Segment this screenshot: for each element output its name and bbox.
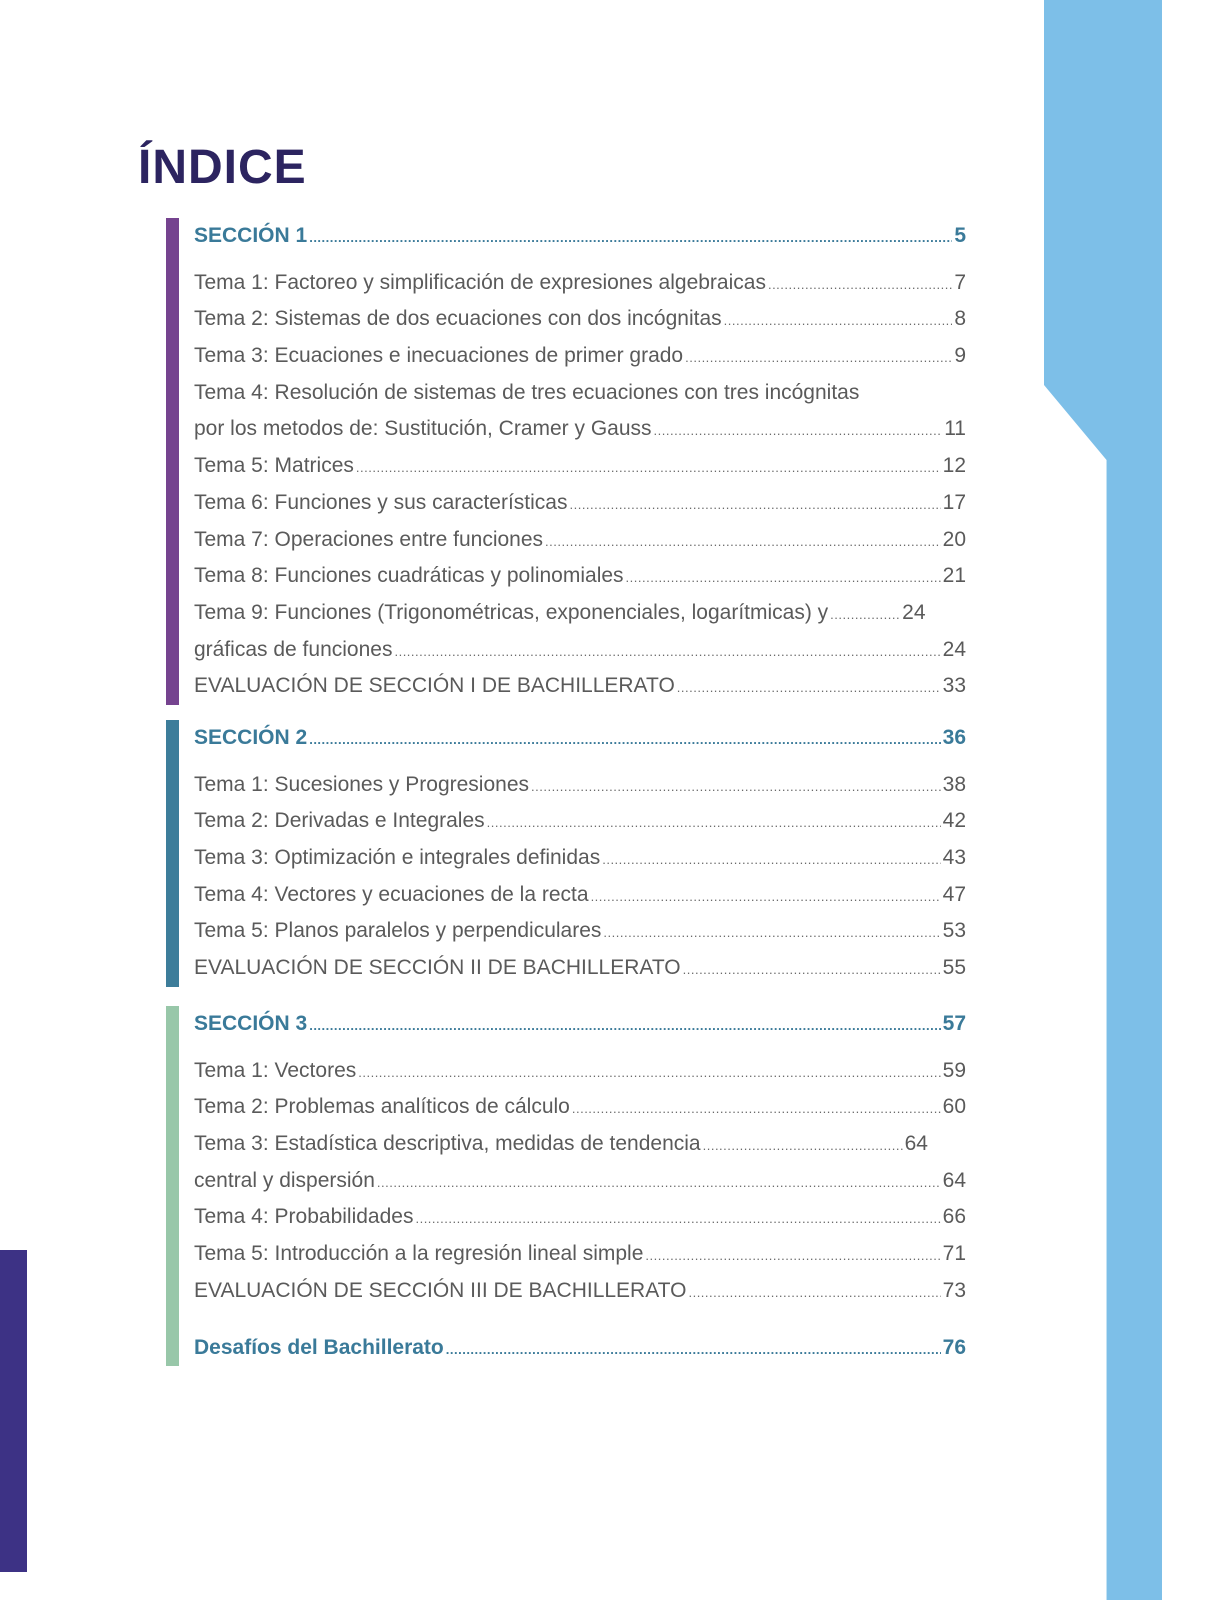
toc-heading-section-1[interactable]: SECCIÓN 1 ..... 5: [194, 218, 966, 255]
section-2-bar: [166, 720, 179, 987]
toc-entry-evaluation[interactable]: EVALUACIÓN DE SECCIÓN II DE BACHILLERATO ..... 55: [194, 950, 966, 987]
toc-entry[interactable]: Tema 5: Introducción a la regresión lineal simple ..... 71: [194, 1236, 966, 1273]
toc-entry[interactable]: Tema 8: Funciones cuadráticas y polinomiales ..... 21: [194, 558, 966, 595]
page-title: ÍNDICE: [138, 141, 307, 194]
left-decorative-bar: [0, 1250, 27, 1572]
toc-entry[interactable]: Tema 2: Sistemas de dos ecuaciones con dos incógnitas ..... 8: [194, 301, 966, 338]
toc-entry[interactable]: Tema 5: Planos paralelos y perpendiculares ..... 53: [194, 913, 966, 950]
toc-entry[interactable]: Tema 2: Problemas analíticos de cálculo ..... 60: [194, 1089, 966, 1126]
toc-heading-section-3[interactable]: SECCIÓN 3 ..... 57: [194, 1006, 966, 1043]
toc-entry[interactable]: Tema 4: Probabilidades ..... 66: [194, 1199, 966, 1236]
toc-entry[interactable]: Tema 1: Vectores ..... 59: [194, 1053, 966, 1090]
section-1: [166, 218, 966, 705]
toc-entry[interactable]: Tema 4: Vectores y ecuaciones de la recta ..... 47: [194, 877, 966, 914]
toc-entry[interactable]: por los metodos de: Sustitución, Cramer y Gauss ..... 11: [194, 411, 966, 448]
toc-entry[interactable]: Tema 2: Derivadas e Integrales ..... 42: [194, 803, 966, 840]
toc-entry[interactable]: Tema 4: Resolución de sistemas de tres ecuaciones con tres incógnitas: [194, 380, 860, 404]
toc-entry[interactable]: Tema 3: Optimización e integrales definidas ..... 43: [194, 840, 966, 877]
toc-entry[interactable]: Tema 9: Funciones (Trigonométricas, exponenciales, logarítmicas) y ..... 24: [194, 595, 966, 632]
section-1-bar: [166, 218, 179, 705]
toc-entry[interactable]: Tema 7: Operaciones entre funciones ..... 20: [194, 522, 966, 559]
toc-entry[interactable]: Tema 6: Funciones y sus características ..... 17: [194, 485, 966, 522]
toc-heading-section-2[interactable]: SECCIÓN 2 ..... 36: [194, 720, 966, 757]
toc-entry[interactable]: Tema 1: Sucesiones y Progresiones ..... 38: [194, 767, 966, 804]
toc-entry-evaluation[interactable]: EVALUACIÓN DE SECCIÓN III DE BACHILLERATO ..... 73: [194, 1273, 966, 1310]
section-3-bar: [166, 1006, 179, 1366]
toc-entry[interactable]: Tema 1: Factoreo y simplificación de expresiones algebraicas ..... 7: [194, 265, 966, 302]
toc-entry-evaluation[interactable]: EVALUACIÓN DE SECCIÓN I DE BACHILLERATO ..... 33: [194, 668, 966, 705]
section-3: [166, 1006, 966, 1366]
toc-entry[interactable]: Tema 3: Estadística descriptiva, medidas de tendencia ..... 64: [194, 1126, 966, 1163]
right-decorative-band: [1044, 0, 1162, 1600]
section-2: [166, 720, 966, 987]
toc-entry[interactable]: gráficas de funciones ..... 24: [194, 632, 966, 669]
toc-entry[interactable]: Tema 5: Matrices ..... 12: [194, 448, 966, 485]
toc-heading-desafios[interactable]: Desafíos del Bachillerato ..... 76: [194, 1330, 966, 1367]
toc-entry[interactable]: central y dispersión ..... 64: [194, 1163, 966, 1200]
toc-entry[interactable]: Tema 3: Ecuaciones e inecuaciones de primer grado ..... 9: [194, 338, 966, 375]
